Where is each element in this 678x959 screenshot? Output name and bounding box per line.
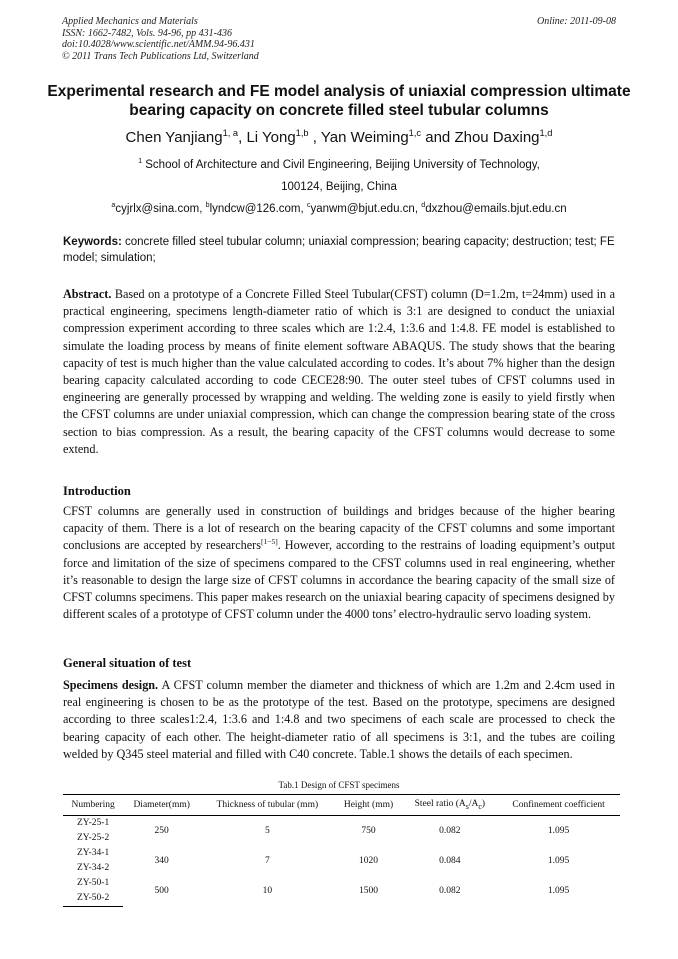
author-name: Chen Yanjiang: [125, 129, 223, 146]
diameter-cell: 250: [154, 825, 169, 836]
table-row: [63, 816, 620, 832]
specimen-id: ZY-25-2: [77, 833, 110, 843]
column-header: Thickness of tubular (mm): [200, 795, 334, 816]
height-cell: 1020: [359, 855, 378, 866]
affiliation-address: 100124, Beijing, China: [281, 181, 397, 193]
thickness-cell: 5: [264, 825, 270, 836]
table-row: [63, 846, 620, 861]
steel-ratio-cell: 0.082: [439, 825, 461, 836]
general-situation-heading: General situation of test: [63, 656, 192, 670]
author-affil-mark: 1,b: [295, 128, 309, 138]
specimen-id: ZY-34-2: [77, 863, 110, 873]
abstract-label: Abstract.: [63, 287, 112, 301]
email-line: [40, 198, 638, 220]
affiliation-mark: 1: [138, 157, 143, 166]
email-address[interactable]: dxzhou@emails.bjut.edu.cn: [425, 203, 567, 215]
author-list: [40, 128, 638, 148]
specimen-id: ZY-50-2: [63, 891, 123, 907]
specimens-design-text: A CFST column member the diameter and thickness of which are 1.2m and 2.4cm used in real engineering is chosen to be as the prototype of the test. Based on the prototype, specimens are designed according to three scales1:2.4, 1:3.6 and 1:4.8 and two specimens of each scale are processed to check the bearing capacity of each other. The height-diameter ratio of all specimens is 3:1, and the tubes are coiling welded by Q345 steel material and filled with C40 concrete. Table.1 shows the details of each specimen.: [63, 678, 615, 761]
confinement-cell: 1.095: [547, 855, 570, 866]
steel-ratio-cell: 0.084: [439, 855, 461, 866]
thickness-cell: 10: [262, 885, 273, 896]
affiliation-line: [40, 154, 638, 176]
email-mark: b: [205, 201, 210, 210]
email-mark: a: [111, 201, 116, 210]
author-separator: and: [421, 129, 455, 146]
email-address[interactable]: lyndcw@126.com,: [209, 203, 307, 215]
abstract-paragraph: [63, 286, 615, 458]
author-name: Zhou Daxing: [454, 129, 540, 146]
author-name: Yan Weiming: [320, 129, 409, 146]
column-header: Numbering: [63, 795, 123, 816]
introduction-heading: Introduction: [63, 484, 131, 498]
confinement-cell: 1.095: [547, 825, 570, 836]
column-header: Height (mm): [335, 795, 403, 816]
column-header: Steel ratio $(A_s/A_c)$: [402, 795, 497, 816]
introduction-paragraph: [63, 503, 615, 623]
steel-ratio-cell: 0.082: [439, 885, 461, 896]
thickness-cell: 7: [264, 855, 270, 866]
affiliation-text: School of Architecture and Civil Engineering, Beijing University of Technology,: [142, 159, 540, 171]
table-header-row: [63, 795, 620, 816]
journal-header: [62, 16, 616, 62]
keywords-label: Keywords:: [63, 236, 122, 248]
table-row: [63, 876, 620, 891]
specimen-id: ZY-50-1: [77, 878, 110, 888]
journal-name: Applied Mechanics and Materials: [62, 16, 198, 27]
table-caption: Tab.1 Design of CFST specimens: [278, 780, 400, 790]
email-address[interactable]: cyjrlx@sina.com,: [115, 203, 206, 215]
column-header: Diameter(mm): [123, 795, 200, 816]
specimen-table: [63, 794, 620, 907]
citation-ref[interactable]: [1−5]: [260, 537, 278, 547]
issn-line: ISSN: 1662-7482, Vols. 94-96, pp 431-436: [62, 27, 232, 39]
introduction-text-continued: . However, according to the restrains of loading equipment’s output force and limitation of the size of specimens compared to the CFST columns used in real engineering, whether it’s reasonable to design the large size of CFST columns in accordance the bearing capacity of the small size of CFST columns specimens. This paper makes research on the uniaxial bearing capacity of specimens designed by different scales of a prototype of CFST column under the 4000 tons’ electro-hydraulic servo loading system.: [63, 538, 615, 622]
confinement-cell: 1.095: [547, 885, 570, 896]
abstract-text: Based on a prototype of a Concrete Filled Steel Tubular(CFST) column (D=1.2m, t=24mm) used in a practical engineering, specimens length-diameter ratio of which is 3:1 are designed to conduct the uniaxial compression experiment according to three scales which are 1:2.4, 1:3.6 and 1:4.8. FE model is established to simulate the loading process by means of finite element software ABAQUS. The study shows that the bearing capacity of test is much higher than the value calculated according to codes. It’s about 7% higher than the design bearing capacity calculated according to code CECE28:90. The outer steel tubes of CFST columns used in engineering are generally processed by wrapping and welding. The welding zone is easily to yield firstly when the CFST columns are under uniaxial compression, which can change the compression bearing state of the cross section to bias compression. As a result, the bearing capacity of the CFST columns would decrease to some extend.: [63, 287, 615, 456]
author-name: Li Yong: [246, 129, 296, 146]
diameter-cell: 500: [154, 885, 169, 896]
keywords-text: concrete filled steel tubular column; uniaxial compression; bearing capacity; destruction; test; FE model; simulation;: [63, 236, 615, 264]
author-affil-mark: 1,c: [408, 128, 422, 138]
email-mark: d: [421, 201, 426, 210]
doi-line: doi:10.4028/www.scientific.net/AMM.94-96.431: [62, 39, 255, 50]
author-affil-mark: 1,d: [539, 128, 553, 138]
affiliation-block: [40, 154, 638, 220]
email-mark: c: [306, 201, 311, 210]
diameter-cell: 340: [154, 855, 169, 866]
author-separator: ,: [308, 129, 321, 146]
copyright-line: © 2011 Trans Tech Publications Ltd, Switzerland: [62, 50, 259, 62]
email-address[interactable]: yanwm@bjut.edu.cn,: [310, 203, 422, 215]
paper-title: Experimental research and FE model analysis of uniaxial compression ultimate bearing capacity on concrete filled steel tubular columns: [47, 83, 631, 119]
specimens-design-label: Specimens design.: [63, 678, 159, 692]
introduction-text: CFST columns are generally used in construction of buildings and bridges because of the higher bearing capacity of them. There is a lot of research on the bearing capacity of the CFST columns and some important conclusions are accepted by researchers: [63, 504, 615, 553]
specimen-id: ZY-34-1: [77, 848, 110, 858]
specimens-design-paragraph: [63, 677, 615, 763]
author-affil-mark: 1, a: [222, 128, 239, 138]
height-cell: 750: [361, 825, 376, 836]
online-date: Online: 2011-09-08: [537, 16, 616, 27]
author-separator: ,: [238, 129, 247, 146]
height-cell: 1500: [359, 885, 378, 896]
column-header: Confinement coefficient: [497, 795, 620, 816]
keywords-paragraph: [63, 235, 615, 266]
specimen-id: ZY-25-1: [77, 818, 110, 828]
